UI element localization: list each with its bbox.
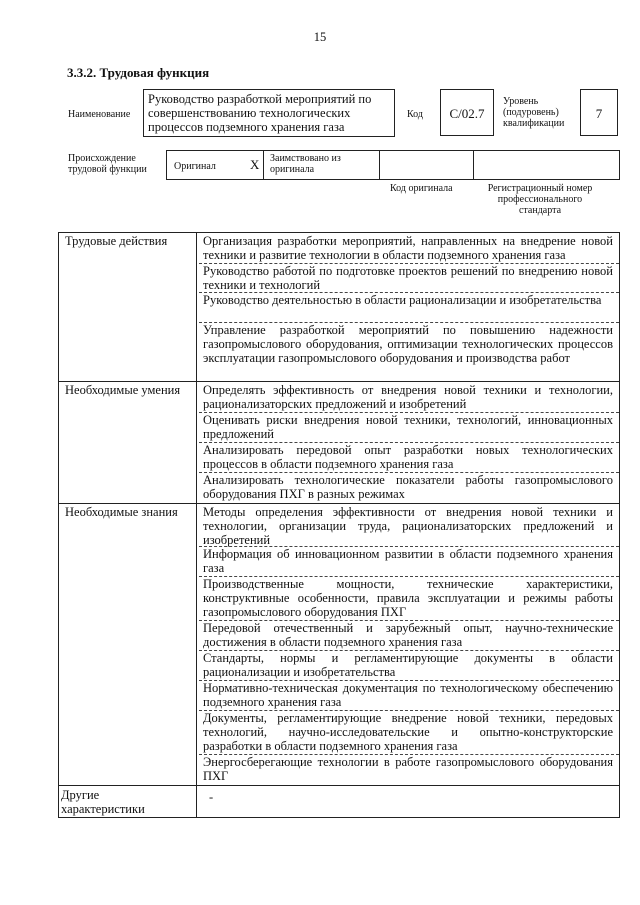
table-row: Производственные мощности, технические характеристики, конструктивные особенности, правила эксплуатации и режимы работы газопромыслового оборудования ПХГ [203,577,613,619]
table-row: Руководство деятельностью в области рационализации и изобретательства [203,293,602,307]
section-title-knowledge: Необходимые знания [65,505,178,519]
table-row: Оценивать риски внедрения новой техники, технологий, инновационных предложений [203,413,613,441]
name-label: Наименование [68,109,131,120]
table-row: Информация об инновационном развитии в области подземного хранения газа [203,547,613,575]
table-row: Анализировать технологические показатели работы газопромыслового оборудования ПХГ в разных режимах [203,473,613,501]
level-value: 7 [580,89,618,136]
table-row: Организация разработки мероприятий, направленных на внедрение новой техники и развитие технологии в области подземного хранения газа [203,234,613,262]
name-value: Руководство разработкой мероприятий по совершенствованию технологических процессов подземного хранения газа [143,89,395,137]
table-row: - [209,790,214,804]
origin-grid [166,150,620,180]
section-title-other: Другие характеристики [61,788,145,816]
origin-reg-caption: Регистрационный номер профессионального стандарта [487,183,593,216]
table-row: Методы определения эффективности от внедрения новой техники и технологии, организации труда, рационализаторских предложений и изобретений [203,505,613,547]
functions-table [58,232,620,818]
table-row: Энергосберегающие технологии в работе газопромыслового оборудования ПХГ [203,755,613,783]
level-label: Уровень (подуровень) квалификации [503,96,565,129]
table-row: Нормативно-техническая документация по технологическому обеспечению подземного хранения газа [203,681,613,709]
table-row: Стандарты, нормы и регламентирующие документы в области рационализации и изобретательства [203,651,613,679]
origin-label: Происхождение трудовой функции [68,153,147,175]
origin-code-caption: Код оригинала [390,183,453,194]
section-title-actions: Трудовые действия [65,234,168,248]
page-number: 15 [313,30,327,44]
code-label: Код [407,109,423,120]
origin-mark: X [250,157,260,172]
origin-borrowed: Заимствовано из оригинала [270,153,341,175]
section-title-skills: Необходимые умения [65,383,181,397]
table-row: Определять эффективность от внедрения новой техники и технологии, рационализаторских предложений и изобретений [203,383,613,411]
table-row: Анализировать передовой опыт разработки новых технологических процессов в области подземного хранения газа [203,443,613,471]
table-row: Руководство работой по подготовке проектов решений по внедрению новой техники и технологий [203,264,613,292]
table-row: Документы, регламентирующие внедрение новой техники, передовых технологий, научно-исследовательские и опытно-конструкторские разработки в области подземного хранения газа [203,711,613,753]
table-row: Управление разработкой мероприятий по повышению надежности газопромыслового оборудования, оптимизации технологических процессов эксплуатации газопромыслового оборудования и производства работ [203,323,613,365]
table-row: Передовой отечественный и зарубежный опыт, научно-технические достижения в области подземного хранения газа [203,621,613,649]
origin-original: Оригинал [174,161,216,172]
code-value: С/02.7 [440,89,494,136]
section-title: 3.3.2. Трудовая функция [67,65,210,80]
